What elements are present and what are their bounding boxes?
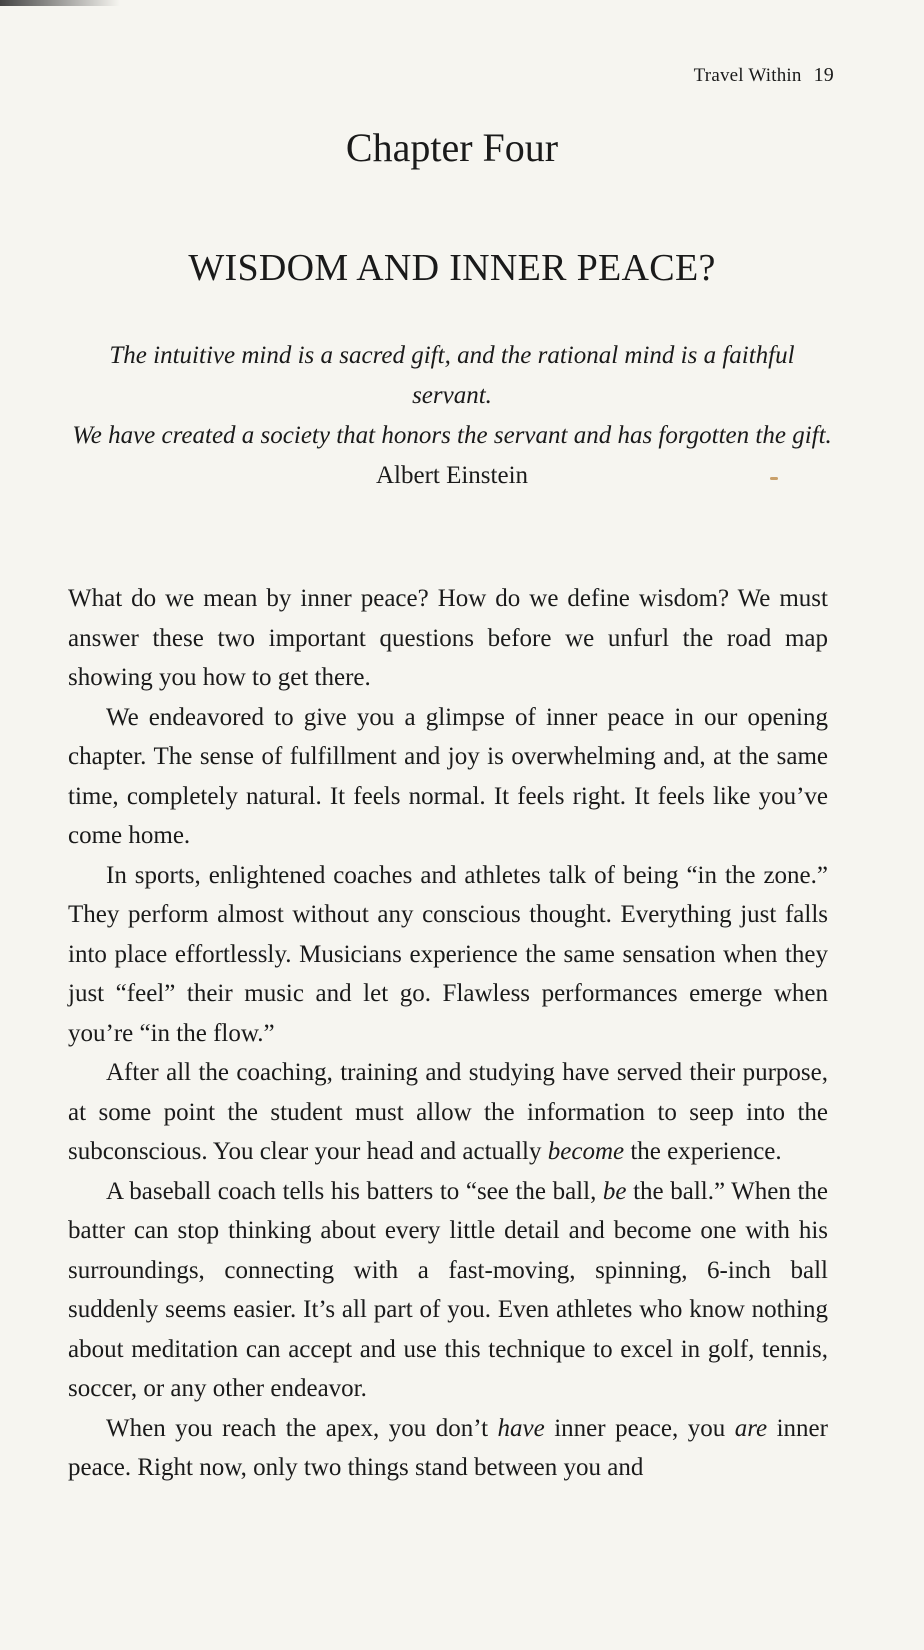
- paragraph-2: We endeavored to give you a glimpse of inner peace in our opening chapter. The sense of fulfillment and joy is overwhelming and, at the same time, completely natural. It feels normal. It feels right. It feels like you’ve come home.: [68, 703, 828, 849]
- page-number: 19: [813, 64, 834, 86]
- emphasis-be: be: [602, 1177, 627, 1205]
- paragraph-5: A baseball coach tells his batters to “see the ball, be the ball.” When the batter can stop thinking about every little detail and become one with his surroundings, connecting with a fast-moving, spinning, 6-inch ball suddenly seems easier. It’s all part of you. Even athletes who know nothing about meditation can accept and use this technique to excel in golf, tennis, soccer, or any other endeavor.: [68, 1177, 828, 1402]
- epigraph-line-1: The intuitive mind is a sacred gift, and the rational mind is a faithful servant.: [109, 342, 795, 409]
- running-head: [694, 64, 834, 87]
- paragraph-4: After all the coaching, training and studying have served their purpose, at some point the student must allow the information to seep into the subconscious. You clear your head and actually become the experience.: [68, 1059, 828, 1165]
- paragraph-3: In sports, enlightened coaches and athletes talk of being “in the zone.” They perform almost without any conscious thought. Everything just falls into place effortlessly. Musicians experience the same sensation when they just “feel” their music and let go. Flawless performances emerge when you’re “in the flow.”: [68, 861, 828, 1047]
- emphasis-have: have: [497, 1414, 545, 1442]
- stray-ink-mark: [770, 477, 778, 480]
- chapter-title: WISDOM AND INNER PEACE?: [188, 247, 716, 289]
- paragraph-1: What do we mean by inner peace? How do we define wisdom? We must answer these two important questions before we unfurl the road map showing you how to get there.: [68, 585, 828, 691]
- running-head-title: Travel Within: [693, 65, 802, 86]
- chapter-number: Chapter Four: [345, 125, 559, 170]
- emphasis-are: are: [734, 1414, 768, 1442]
- epigraph-attribution: Albert Einstein: [375, 462, 529, 489]
- page-corner-shadow: [0, 0, 120, 6]
- emphasis-become: become: [547, 1138, 625, 1165]
- body-text: [68, 579, 828, 1488]
- epigraph: [70, 336, 834, 496]
- epigraph-line-2: We have created a society that honors the servant and has forgotten the gift.: [72, 422, 832, 449]
- paragraph-6: When you reach the apex, you don’t have inner peace, you are inner peace. Right now, only two things stand between you and: [68, 1414, 828, 1481]
